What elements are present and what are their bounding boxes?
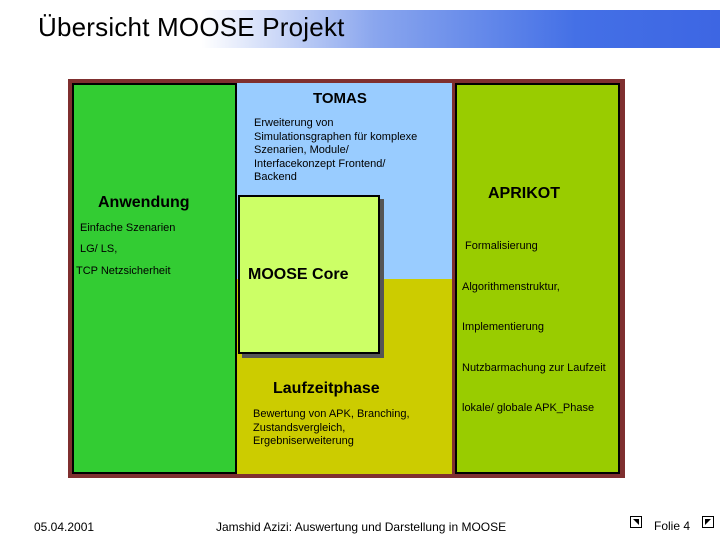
anwendung-item: TCP Netzsicherheit <box>76 265 171 277</box>
prev-slide-button[interactable] <box>630 516 642 528</box>
next-slide-button[interactable] <box>702 516 714 528</box>
laufzeitphase-description <box>253 408 410 449</box>
tomas-line: Szenarien, Module/ <box>254 144 349 156</box>
anwendung-item: Einfache Szenarien <box>80 222 176 234</box>
aprikot-line: Formalisierung <box>462 240 538 252</box>
tomas-line: Erweiterung von <box>254 117 334 129</box>
aprikot-description <box>462 213 606 429</box>
aprikot-line: Implementierung <box>462 321 544 333</box>
tomas-line: Backend <box>254 171 297 183</box>
moose-core-heading: MOOSE Core <box>248 266 349 283</box>
tomas-line: Simulationsgraphen für komplexe <box>254 130 418 143</box>
anwendung-box <box>72 83 237 474</box>
next-slide-icon <box>703 517 713 527</box>
aprikot-line: Algorithmenstruktur, <box>462 280 560 293</box>
laufzeitphase-line: Ergebniserweiterung <box>253 435 354 447</box>
aprikot-heading: APRIKOT <box>488 185 560 202</box>
tomas-heading: TOMAS <box>313 90 367 107</box>
slide-title: Übersicht MOOSE Projekt <box>38 12 345 42</box>
anwendung-item: LG/ LS, <box>80 243 118 255</box>
aprikot-line: lokale/ globale APK_Phase <box>462 402 595 414</box>
tomas-description <box>254 117 417 185</box>
laufzeitphase-heading: Laufzeitphase <box>273 380 380 397</box>
aprikot-line: Nutzbarmachung zur Laufzeit <box>462 361 606 374</box>
tomas-line: Interfacekonzept Frontend/ <box>254 157 386 170</box>
anwendung-heading: Anwendung <box>98 194 190 211</box>
footer-caption: Jamshid Azizi: Auswertung und Darstellung in MOOSE <box>216 520 507 534</box>
footer-slide-number: Folie 4 <box>654 519 691 533</box>
prev-slide-icon <box>631 517 641 527</box>
footer-date: 05.04.2001 <box>34 520 95 534</box>
laufzeitphase-line: Bewertung von APK, Branching, <box>253 408 410 420</box>
laufzeitphase-line: Zustandsvergleich, <box>253 421 346 434</box>
